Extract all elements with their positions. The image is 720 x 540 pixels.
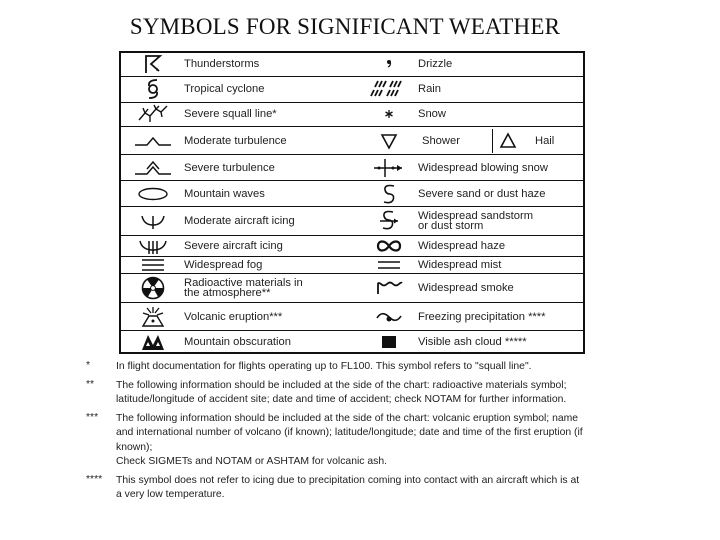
symbol-label: Snow — [418, 108, 446, 121]
symbol-label: Tropical cyclone — [184, 83, 265, 96]
table-row — [120, 126, 584, 154]
drizzle-icon — [360, 52, 418, 76]
weather-symbols-table — [119, 51, 585, 354]
shower-icon — [360, 126, 418, 154]
table-row — [120, 76, 584, 102]
symbol-label: Freezing precipitation **** — [418, 310, 546, 323]
moderate-turbulence-icon — [120, 126, 184, 154]
footnote-marker: * — [86, 360, 91, 371]
footnote-marker: ** — [86, 378, 95, 390]
widespread-haze-icon — [360, 235, 418, 257]
symbol-label: Mountain waves — [184, 187, 265, 200]
rain-icon — [360, 76, 418, 102]
symbol-label: Shower — [422, 134, 460, 147]
symbol-label — [418, 207, 584, 235]
symbol-label-line: Radioactive materials in — [184, 277, 303, 290]
widespread-smoke-icon — [360, 274, 418, 302]
symbol-label: Widespread smoke — [418, 282, 514, 295]
symbol-label: Severe sand or dust haze — [418, 187, 546, 200]
symbol-label: Moderate aircraft icing — [184, 215, 295, 228]
symbol-label: Mountain obscuration — [184, 335, 291, 348]
tropical-cyclone-icon — [120, 76, 184, 102]
symbol-label: Severe turbulence — [184, 161, 275, 174]
symbol-label: Drizzle — [418, 58, 453, 71]
visible-ash-cloud-icon — [360, 331, 418, 353]
footnote-marker: **** — [86, 473, 103, 485]
freezing-precipitation-icon — [360, 302, 418, 330]
footnote — [86, 474, 586, 503]
table-row — [120, 181, 584, 207]
table-row — [120, 302, 584, 330]
symbol-label — [184, 274, 360, 302]
snow-icon — [360, 103, 418, 127]
symbol-label-line: or dust storm — [418, 220, 484, 233]
footnote-text-part: The following information should be included at the side of the chart: volcanic eruption symbol; name and international number of volcano (if known); latitude/longitude; date and time of the first eruption (if known); — [116, 412, 583, 453]
widespread-fog-icon — [120, 257, 184, 274]
symbol-label: Widespread haze — [418, 240, 506, 253]
symbol-label: Rain — [418, 83, 442, 96]
table-row — [120, 331, 584, 353]
footnote-text: In flight documentation for flights operating up to FL100. This symbol refers to "squall line". — [116, 361, 532, 372]
shower-hail-cell — [418, 126, 584, 154]
page-title: SYMBOLS FOR SIGNIFICANT WEATHER — [129, 14, 561, 39]
severe-turbulence-icon — [120, 155, 184, 181]
table-row — [120, 103, 584, 127]
table-row — [120, 207, 584, 235]
footnote-marker: *** — [86, 411, 99, 423]
symbol-label: Thunderstorms — [184, 58, 260, 71]
table-row — [120, 257, 584, 274]
footnote — [86, 412, 586, 470]
symbol-label: Widespread blowing snow — [418, 161, 548, 174]
symbol-label: Moderate turbulence — [184, 134, 287, 147]
table-row — [120, 274, 584, 302]
widespread-blowing-snow-icon — [360, 155, 418, 181]
moderate-aircraft-icing-icon — [120, 207, 184, 235]
table-row — [120, 235, 584, 257]
mountain-waves-icon — [120, 181, 184, 207]
hail-icon — [499, 132, 517, 150]
radioactive-materials-icon — [120, 274, 184, 302]
symbol-label: Widespread mist — [418, 259, 502, 272]
footnote-text-part: Check SIGMETs and NOTAM or ASHTAM for volcanic ash. — [116, 456, 388, 467]
symbol-label: Visible ash cloud ***** — [418, 335, 527, 348]
severe-squall-line-icon — [120, 103, 184, 127]
symbol-label: Volcanic eruption*** — [184, 310, 283, 323]
table-row — [120, 155, 584, 181]
severe-sand-dust-haze-icon — [360, 181, 418, 207]
footnotes — [86, 360, 586, 507]
table-row — [120, 52, 584, 76]
widespread-mist-icon — [360, 257, 418, 274]
symbol-label-line: the atmosphere** — [184, 287, 271, 300]
mountain-obscuration-icon — [120, 331, 184, 353]
hail-group — [492, 129, 583, 153]
severe-aircraft-icing-icon — [120, 235, 184, 257]
footnote-text: The following information should be included at the side of the chart: radioactive materials symbol; latitude/longitude of accident site; date and time of accident; check NOTAM for further information. — [116, 379, 567, 405]
symbol-label-line: Widespread sandstorm — [418, 210, 534, 223]
symbol-label: Severe squall line* — [184, 108, 277, 121]
footnote — [86, 379, 586, 408]
volcanic-eruption-icon — [120, 302, 184, 330]
symbol-label: Severe aircraft icing — [184, 240, 283, 253]
thunderstorms-icon — [120, 52, 184, 76]
footnote-text: This symbol does not refer to icing due to precipitation coming into contact with an aircraft which is at a very low temperature. — [116, 474, 580, 500]
symbol-label: Widespread fog — [184, 259, 263, 272]
footnote — [86, 360, 586, 375]
footnote-text — [116, 412, 586, 470]
symbol-label: Hail — [535, 134, 555, 147]
widespread-sandstorm-icon — [360, 207, 418, 235]
